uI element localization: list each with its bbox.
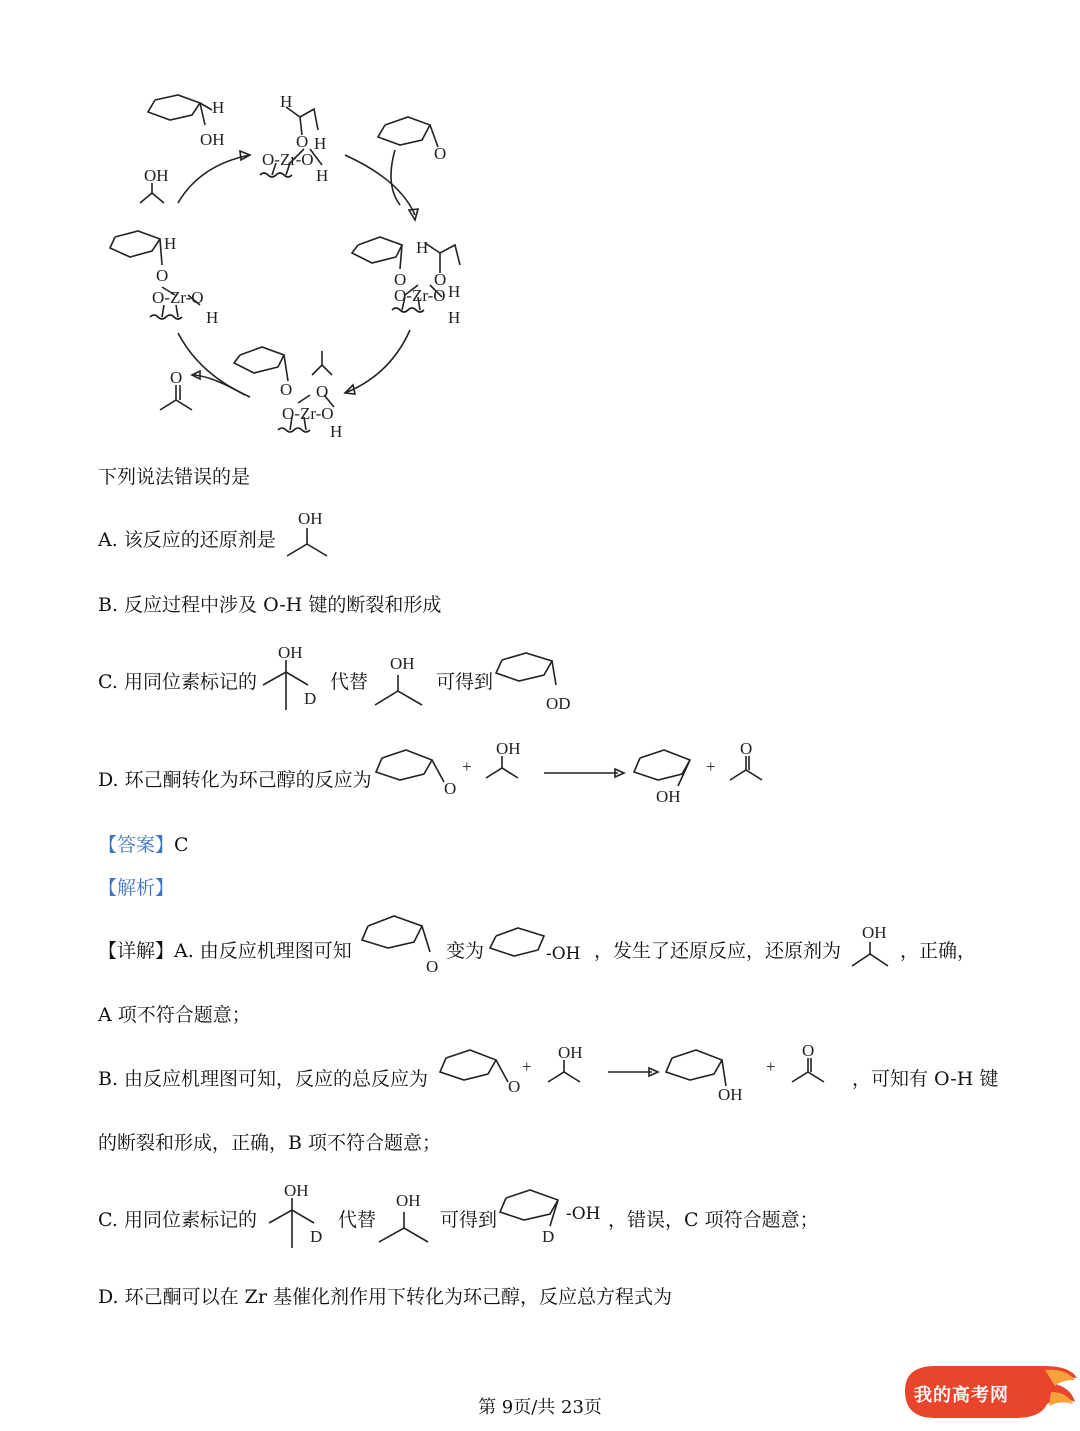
option-d-equation [372, 742, 782, 812]
svg-text:O: O [740, 742, 753, 758]
svg-text:+: + [706, 757, 716, 776]
svg-text:OH: OH [390, 654, 415, 673]
svg-text:OH: OH [278, 643, 303, 662]
svg-text:OH: OH [396, 1191, 421, 1210]
svg-text:OD: OD [546, 694, 571, 713]
isopropanol-structure [282, 506, 342, 566]
svg-text:D: D [310, 1227, 323, 1246]
svg-text:H: H [206, 308, 219, 327]
question-prompt: 下列说法错误的是 [98, 466, 251, 488]
svg-text:O: O [316, 382, 329, 401]
site-logo-text: 我的高考网 [914, 1385, 1009, 1406]
svg-text:H: H [164, 234, 177, 253]
svg-text:O: O [802, 1042, 815, 1060]
detail-a-oh: -OH [546, 944, 581, 964]
svg-text:O: O [444, 779, 457, 798]
isopropanol-structure [848, 922, 898, 972]
svg-text:O: O [170, 368, 183, 387]
svg-text:+: + [462, 757, 472, 776]
cyclohexanone-structure [360, 910, 442, 978]
svg-text:OH: OH [284, 1181, 309, 1200]
deuterated-isopropanol-structure [258, 640, 328, 715]
svg-text:D: D [304, 689, 317, 708]
svg-text:O: O [280, 380, 293, 399]
detail-c-end: ，错误，C 项符合题意； [608, 1209, 819, 1231]
isopropanol-structure [370, 645, 434, 711]
svg-text:O: O [156, 266, 169, 285]
svg-text:OH: OH [200, 130, 225, 149]
svg-text:H: H [416, 238, 429, 257]
svg-text:OH: OH [144, 166, 169, 185]
answer-line [98, 830, 189, 857]
detail-a-end: ，正确， [900, 940, 977, 962]
svg-text:O: O [434, 144, 447, 163]
svg-text:O-Zr-O: O-Zr-O [394, 286, 446, 305]
detail-c-post-pre: 可得到 [440, 1209, 498, 1231]
detail-a-mid: 变为 [446, 940, 485, 962]
answer-value: C [174, 834, 189, 856]
deuterated-cyclohexanol-structure [494, 645, 584, 715]
page-footer: 第 9页/共 23页 [478, 1397, 602, 1418]
svg-text:OH: OH [862, 923, 887, 942]
reaction-mechanism-diagram [100, 85, 490, 445]
svg-text:H: H [448, 282, 461, 301]
detail-b-equation [436, 1042, 856, 1112]
deuterated-isopropanol-structure [264, 1178, 336, 1253]
svg-text:O-Zr-O: O-Zr-O [262, 150, 314, 169]
svg-text:OH: OH [496, 742, 521, 758]
option-c-pre: C. 用同位素标记的 [98, 671, 257, 693]
svg-text:D: D [542, 1227, 555, 1246]
svg-text:H: H [448, 308, 461, 327]
detail-c-pre: C. 用同位素标记的 [98, 1209, 257, 1231]
svg-text:O: O [394, 270, 407, 289]
detail-a-post: ，发生了还原反应，还原剂为 [594, 940, 842, 962]
svg-text:+: + [766, 1057, 776, 1076]
analysis-label: 【解析】 [98, 877, 175, 899]
detail-a-pre: 【详解】A. 由反应机理图可知 [98, 940, 352, 962]
svg-text:H: H [314, 134, 327, 153]
svg-text:O: O [296, 132, 309, 151]
detail-b-line2: 的断裂和形成，正确，B 项不符合题意； [98, 1132, 442, 1154]
option-b: B. 反应过程中涉及 O-H 键的断裂和形成 [98, 594, 442, 616]
detail-b-pre: B. 由反应机理图可知，反应的总反应为 [98, 1068, 429, 1090]
svg-text:H: H [316, 166, 329, 185]
detail-b-post: ，可知有 O-H 键 [852, 1068, 999, 1090]
svg-text:O: O [434, 270, 447, 289]
option-d: D. 环己酮转化为环己醇的反应为 [98, 769, 372, 791]
isopropanol-structure [374, 1182, 440, 1248]
option-c-post: 可得到 [436, 671, 494, 693]
detail-a-line2: A 项不符合题意； [98, 1004, 251, 1026]
svg-text:H: H [330, 422, 343, 441]
svg-text:OH: OH [298, 509, 323, 528]
svg-text:O-Zr-O: O-Zr-O [152, 288, 204, 307]
detail-c-mid: 代替 [338, 1209, 377, 1231]
option-c-mid: 代替 [330, 671, 369, 693]
detail-c-oh: -OH [566, 1204, 601, 1224]
option-a: A. 该反应的还原剂是 [98, 529, 276, 551]
svg-text:OH: OH [558, 1043, 583, 1062]
answer-label: 【答案】 [98, 834, 175, 856]
svg-text:O-Zr-O: O-Zr-O [282, 404, 334, 423]
svg-text:H: H [212, 98, 225, 117]
svg-text:OH: OH [718, 1085, 743, 1104]
svg-text:+: + [522, 1057, 532, 1076]
detail-d-line: D. 环己酮可以在 Zr 基催化剂作用下转化为环己醇，反应总方程式为 [98, 1286, 673, 1308]
svg-text:H: H [280, 92, 293, 111]
svg-text:O: O [426, 957, 439, 976]
svg-text:OH: OH [656, 787, 681, 806]
svg-text:O: O [508, 1077, 521, 1096]
